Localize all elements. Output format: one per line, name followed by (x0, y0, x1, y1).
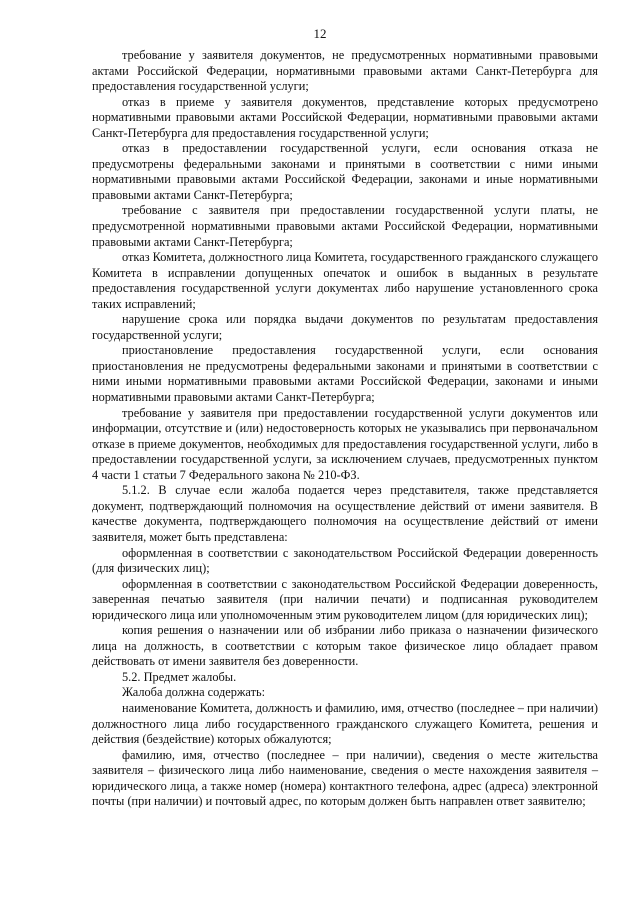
paragraph-5-1-2: 5.1.2. В случае если жалоба подается через представителя, также представляется документ, подтверждающий полномочия на осуществление действий от имени заявителя. В качестве документа, подтверждающего полномочия на осуществление действий от имени заявителя, может быть представлена: (92, 483, 598, 544)
document-body (92, 48, 598, 810)
paragraph-refusal-of-service: отказ в предоставлении государственной услуги, если основания отказа не предусмотрены федеральными законами и принятыми в соответствии с ними иными нормативными правовыми актами Российской Федерации, законами и иные нормативными правовыми актами Санкт-Петербурга; (92, 141, 598, 202)
paragraph-power-of-attorney-individuals: оформленная в соответствии с законодательством Российской Федерации доверенность (для физических лиц); (92, 545, 598, 576)
paragraph-applicant-details: фамилию, имя, отчество (последнее – при наличии), сведения о месте жительства заявителя – физического лица либо наименование, сведения о месте нахождения заявителя – юридического лица, а также номер (номера) контактного телефона, адрес (адреса) электронной почты (при наличии) и почтовый адрес, по которым должен быть направлен ответ заявителю; (92, 747, 598, 809)
paragraph-suspension: приостановление предоставления государственной услуги, если основания приостановления не предусмотрены федеральными законами и принятыми в соответствии с ними иными нормативными правовыми актами Российской Федерации, законами и иными нормативными правовыми актами Санкт-Петербурга; (92, 343, 598, 405)
paragraph-complaint-contents: Жалоба должна содержать: (122, 685, 266, 700)
paragraph-claim-documents: требование у заявителя документов, не предусмотренных нормативными правовыми актами Российской Федерации, нормативными правовыми актами Санкт-Петербурга для предоставления государственной услуги; (92, 48, 598, 94)
page-number: 12 (313, 26, 327, 41)
paragraph-extra-requirements: требование у заявителя при предоставлении государственной услуги документов или информации, отсутствие и (или) недостоверность которых не указывались при первоначальном отказе в приеме документов, необходимых для предоставления государственной услуги, либо в предоставлении государственной услуги, за исключением случаев, предусмотренных пунктом 4 части 1 статьи 7 Федерального закона № 210-ФЗ. (92, 405, 598, 482)
paragraph-committee-name: наименование Комитета, должность и фамилию, имя, отчество (последнее – при наличии) должностного лица либо государственного гражданского служащего Комитета, решения и действия (бездействие) которых обжалуются; (92, 700, 598, 747)
paragraph-refusal-to-correct: отказ Комитета, должностного лица Комитета, государственного гражданского служащего Комитета в исправлении допущенных опечаток и ошибок в выданных в результате предоставления государственной услуги документах либо нарушение установленного срока таких исправлений; (92, 250, 598, 311)
paragraph-unlawful-fee: требование с заявителя при предоставлении государственной услуги платы, не предусмотренной нормативными правовыми актами Российской Федерации, нормативными правовыми актами Санкт-Петербурга; (92, 203, 598, 249)
paragraph-5-2-heading: 5.2. Предмет жалобы. (122, 669, 237, 684)
paragraph-appointment-copy: копия решения о назначении или об избрании либо приказа о назначении физического лица на должность, в соответствии с которым такое физическое лицо обладает правом действовать от имени заявителя без доверенности. (92, 623, 598, 669)
paragraph-refusal-to-accept: отказ в приеме у заявителя документов, представление которых предусмотрено нормативными правовыми актами Российской Федерации, нормативными правовыми актами Санкт-Петербурга для предоставления государственной услуги; (92, 94, 598, 140)
paragraph-power-of-attorney-legal: оформленная в соответствии с законодательством Российской Федерации доверенность, заверенная печатью заявителя (при наличии печати) и подписанная руководителем юридического лица или уполномоченным этим руководителем лицом (для юридических лиц); (92, 576, 598, 622)
paragraph-deadline-violation: нарушение срока или порядка выдачи документов по результатам предоставления государственной услуги; (92, 312, 598, 342)
